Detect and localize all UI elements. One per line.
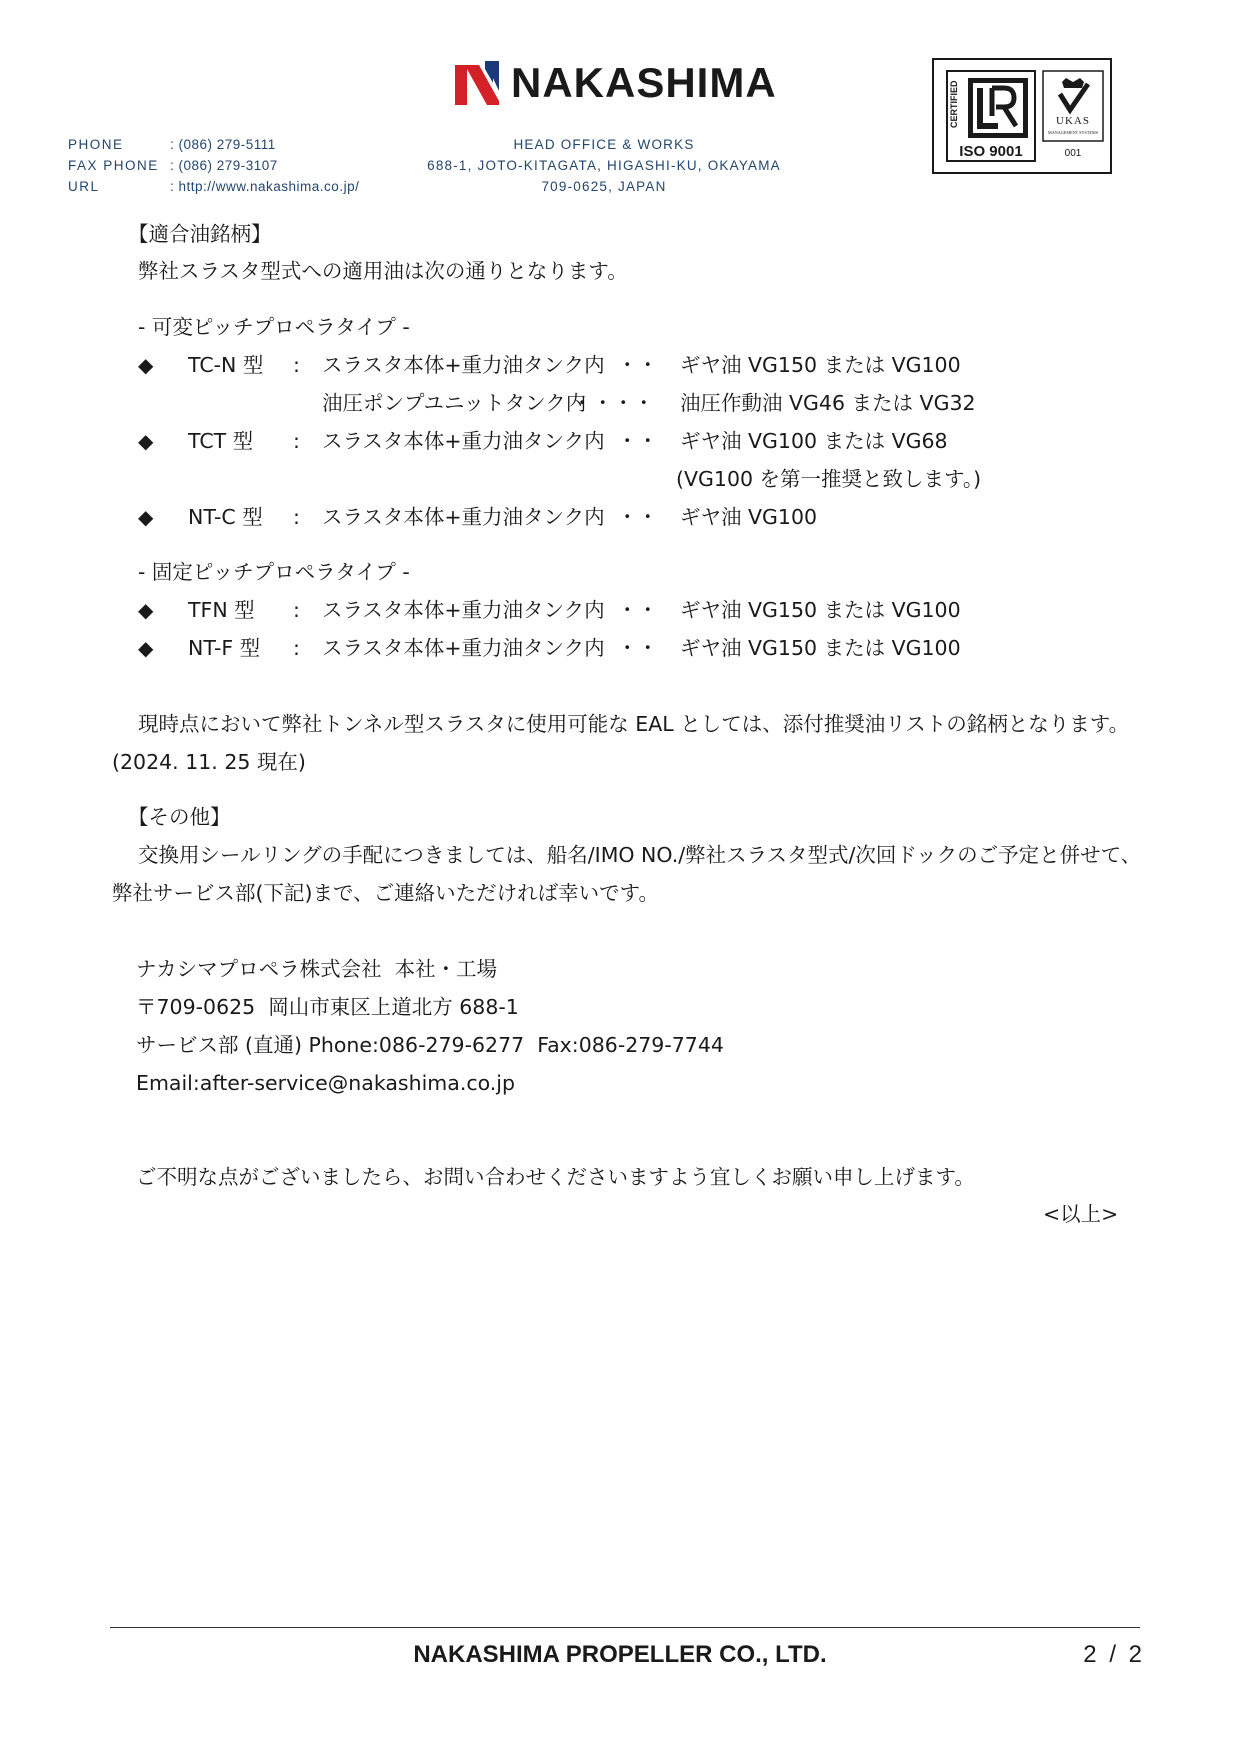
oil-spec: ギヤ油 VG100 または VG68	[680, 429, 948, 453]
model-tfn: TFN 型	[188, 598, 255, 622]
leader-dots: ・・	[617, 636, 658, 660]
iso-certification-badge	[932, 58, 1112, 174]
variable-pitch-title: - 可変ピッチプロペラタイプ -	[138, 315, 410, 339]
colon: :	[293, 598, 300, 622]
model-tct: TCT 型	[188, 429, 254, 453]
svg-text:MANAGEMENT SYSTEMS: MANAGEMENT SYSTEMS	[1047, 130, 1099, 135]
oil-spec: 油圧作動油 VG46 または VG32	[680, 391, 976, 415]
contact-info	[68, 134, 359, 197]
page-number: 2 / 2	[1083, 1641, 1145, 1668]
location: スラスタ本体+重力油タンク内	[322, 636, 605, 660]
other-line-2: 弊社サービス部(下記)まで、ご連絡いただければ幸いです。	[112, 881, 659, 905]
model-nt-c: NT-C 型	[188, 505, 263, 529]
svg-text:UKAS: UKAS	[1056, 115, 1090, 127]
ukas-icon	[1042, 70, 1104, 162]
svg-text:ISO 9001: ISO 9001	[959, 143, 1023, 160]
other-line-1: 交換用シールリングの手配につきましては、船名/IMO NO./弊社スラスタ型式/次回ドックのご予定と併せて、	[138, 843, 1142, 867]
bullet-diamond-icon: ◆	[138, 353, 154, 377]
colon: :	[293, 505, 300, 529]
bullet-diamond-icon: ◆	[138, 429, 154, 453]
location: スラスタ本体+重力油タンク内	[322, 505, 605, 529]
location: スラスタ本体+重力油タンク内	[322, 353, 605, 377]
nakashima-logo-mark-icon	[455, 61, 499, 105]
closing-line: ご不明な点がございましたら、お問い合わせくださいますよう宜しくお願い申し上げます。	[136, 1165, 975, 1189]
svg-text:CERTIFIED: CERTIFIED	[949, 80, 959, 128]
oil-spec: ギヤ油 VG150 または VG100	[680, 636, 961, 660]
address-postal: 〒709-0625 岡山市東区上道北方 688-1	[136, 995, 519, 1019]
oil-spec: ギヤ油 VG150 または VG100	[680, 598, 961, 622]
contact-url: URL : http://www.nakashima.co.jp/	[68, 179, 360, 194]
leader-dots: ・・	[617, 505, 658, 529]
colon: :	[293, 429, 300, 453]
location: スラスタ本体+重力油タンク内	[322, 598, 605, 622]
oil-note: (VG100 を第一推奨と致します。)	[676, 467, 982, 491]
address-email: Email:after-service@nakashima.co.jp	[136, 1071, 516, 1095]
fixed-pitch-title: - 固定ピッチプロペラタイプ -	[138, 560, 410, 584]
company-logo	[455, 58, 777, 108]
oil-spec: ギヤ油 VG100	[680, 505, 818, 529]
footer-divider	[110, 1627, 1140, 1628]
svg-text:001: 001	[1064, 148, 1082, 159]
lr-iso-9001-icon	[946, 70, 1036, 162]
oil-heading: 【適合油銘柄】	[128, 222, 272, 246]
address-company: ナカシマプロペラ株式会社 本社・工場	[136, 957, 498, 981]
colon: :	[293, 353, 300, 377]
location: 油圧ポンプユニットタンク内	[322, 391, 587, 415]
leader-dots: ・・	[617, 598, 658, 622]
model-nt-f: NT-F 型	[188, 636, 261, 660]
oil-intro: 弊社スラスタ型式への適用油は次の通りとなります。	[138, 259, 628, 283]
other-heading: 【その他】	[128, 805, 231, 829]
footer-company-name: NAKASHIMA PROPELLER CO., LTD.	[413, 1641, 827, 1668]
closing-end-mark: <以上>	[1043, 1202, 1119, 1226]
bullet-diamond-icon: ◆	[138, 636, 154, 660]
bullet-diamond-icon: ◆	[138, 505, 154, 529]
leader-dots: ・・	[617, 429, 658, 453]
colon: :	[293, 636, 300, 660]
model-tc-n: TC-N 型	[188, 353, 264, 377]
bullet-diamond-icon: ◆	[138, 598, 154, 622]
contact-fax: FAX PHONE : (086) 279-3107	[68, 158, 278, 173]
address-service-phone: サービス部 (直通) Phone:086-279-6277 Fax:086-279-7744	[136, 1033, 724, 1057]
location: スラスタ本体+重力油タンク内	[322, 429, 605, 453]
eal-statement: 現時点において弊社トンネル型スラスタに使用可能な EAL としては、添付推奨油リストの銘柄となります。	[138, 712, 1130, 736]
oil-spec: ギヤ油 VG150 または VG100	[680, 353, 961, 377]
eal-date: (2024. 11. 25 現在)	[112, 750, 306, 774]
leader-dots: ・・・・	[572, 391, 654, 415]
company-name: NAKASHIMA	[511, 59, 777, 106]
office-address: HEAD OFFICE & WORKS 688-1, JOTO-KITAGATA, HIGASHI-KU, OKAYAMA 709-0625, JAPAN	[427, 137, 781, 194]
leader-dots: ・・	[617, 353, 658, 377]
contact-phone: PHONE : (086) 279-5111	[68, 137, 276, 152]
